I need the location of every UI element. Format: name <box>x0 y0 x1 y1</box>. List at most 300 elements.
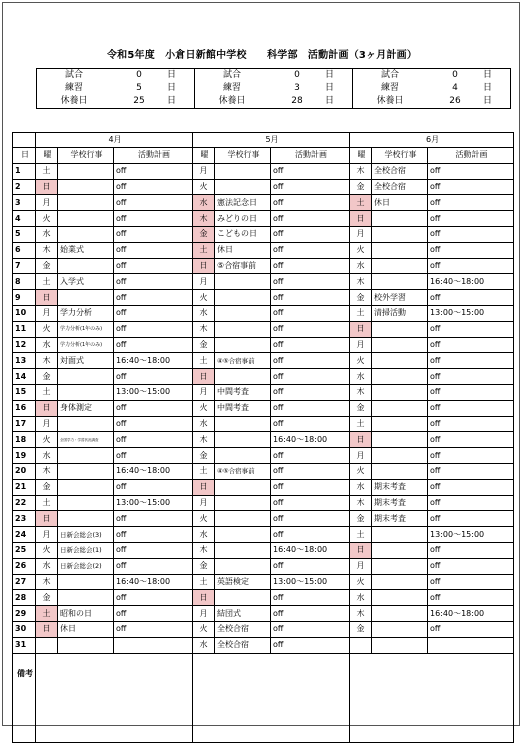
weekday-cell: 日 <box>350 432 372 448</box>
weekday-cell: 土 <box>193 242 215 258</box>
weekday-cell: 月 <box>36 305 58 321</box>
activity-cell: off <box>428 558 514 574</box>
activity-cell: off <box>271 179 350 195</box>
summary-value: 0 <box>294 70 300 80</box>
activity-cell: off <box>428 226 514 242</box>
weekday-cell: 水 <box>350 590 372 606</box>
remarks-row <box>13 653 514 742</box>
summary-unit: 日 <box>483 96 493 106</box>
weekday-cell: 木 <box>36 574 58 590</box>
weekday-cell: 火 <box>193 621 215 637</box>
weekday-cell: 月 <box>193 384 215 400</box>
activity-cell: 13:00～15:00 <box>114 495 193 511</box>
day-number: 29 <box>13 606 36 622</box>
school-event-cell: 学力分析 <box>58 305 114 321</box>
school-event-cell: 結団式 <box>215 606 271 622</box>
activity-cell: 16:40～18:00 <box>428 606 514 622</box>
day-number: 17 <box>13 416 36 432</box>
weekday-header: 曜 <box>36 148 58 164</box>
activity-cell: off <box>428 416 514 432</box>
activity-cell: off <box>428 542 514 558</box>
school-event-cell <box>58 226 114 242</box>
weekday-cell: 土 <box>193 353 215 369</box>
school-event-cell <box>58 258 114 274</box>
day-number: 11 <box>13 321 36 337</box>
activity-cell: off <box>271 337 350 353</box>
school-event-cell <box>215 274 271 290</box>
day-number: 18 <box>13 432 36 448</box>
summary-value: 26 <box>449 96 461 106</box>
weekday-cell: 土 <box>36 495 58 511</box>
school-event-header: 学校行事 <box>215 148 271 164</box>
weekday-header: 曜 <box>193 148 215 164</box>
activity-cell: 16:40～18:00 <box>428 274 514 290</box>
school-event-header: 学校行事 <box>58 148 114 164</box>
weekday-cell: 月 <box>350 448 372 464</box>
activity-cell: off <box>114 558 193 574</box>
table-row <box>13 621 514 637</box>
activity-cell: off <box>428 290 514 306</box>
activity-cell: off <box>114 258 193 274</box>
weekday-cell: 土 <box>350 195 372 211</box>
school-event-cell <box>215 432 271 448</box>
school-event-cell <box>215 416 271 432</box>
school-event-header: 学校行事 <box>372 148 428 164</box>
weekday-cell: 木 <box>36 353 58 369</box>
day-number: 25 <box>13 542 36 558</box>
school-event-cell: 始業式 <box>58 242 114 258</box>
summary-june <box>353 69 511 109</box>
school-event-cell <box>58 511 114 527</box>
weekday-cell: 土 <box>36 606 58 622</box>
weekday-cell: 木 <box>36 242 58 258</box>
day-number: 4 <box>13 211 36 227</box>
school-event-cell <box>372 463 428 479</box>
weekday-cell: 月 <box>350 558 372 574</box>
weekday-cell: 水 <box>193 195 215 211</box>
activity-cell: off <box>428 211 514 227</box>
weekday-cell: 月 <box>36 416 58 432</box>
activity-cell: off <box>428 511 514 527</box>
summary-label: 練習 <box>380 83 399 93</box>
month-header-april: 4月 <box>36 133 193 148</box>
activity-cell: off <box>428 495 514 511</box>
weekday-cell: 金 <box>36 590 58 606</box>
activity-cell: off <box>114 542 193 558</box>
activity-cell: off <box>271 195 350 211</box>
activity-cell <box>114 637 193 653</box>
weekday-cell: 木 <box>350 163 372 179</box>
school-event-cell: 日新会総会(2) <box>58 558 114 574</box>
activity-cell: 16:40～18:00 <box>114 463 193 479</box>
school-event-cell <box>215 163 271 179</box>
weekday-cell: 月 <box>350 226 372 242</box>
activity-cell: off <box>271 463 350 479</box>
activity-cell: off <box>114 305 193 321</box>
remarks-cell-may <box>193 653 350 742</box>
weekday-cell: 日 <box>350 211 372 227</box>
remarks-label: 備考 <box>13 653 36 742</box>
day-number: 6 <box>13 242 36 258</box>
weekday-cell: 火 <box>350 463 372 479</box>
day-column-header: 日 <box>13 148 36 164</box>
table-row <box>13 495 514 511</box>
school-event-cell: 校外学習 <box>372 290 428 306</box>
school-event-cell <box>58 211 114 227</box>
weekday-cell: 水 <box>36 337 58 353</box>
weekday-cell: 水 <box>36 558 58 574</box>
school-event-cell <box>58 495 114 511</box>
school-event-cell: みどりの日 <box>215 211 271 227</box>
summary-label: 試合 <box>222 70 241 80</box>
day-number: 27 <box>13 574 36 590</box>
summary-label: 試合 <box>64 70 83 80</box>
table-row <box>13 606 514 622</box>
weekday-cell: 土 <box>36 384 58 400</box>
activity-cell: off <box>114 527 193 543</box>
table-row <box>13 305 514 321</box>
weekday-cell: 土 <box>36 274 58 290</box>
day-number: 22 <box>13 495 36 511</box>
school-event-cell <box>215 179 271 195</box>
school-event-cell <box>58 448 114 464</box>
school-event-cell <box>215 369 271 385</box>
summary-label: 休養日 <box>60 96 88 106</box>
weekday-cell: 木 <box>193 432 215 448</box>
weekday-cell: 木 <box>350 384 372 400</box>
table-row <box>13 211 514 227</box>
school-event-cell: 休日 <box>372 195 428 211</box>
table-row <box>13 590 514 606</box>
activity-cell <box>428 637 514 653</box>
table-row <box>13 558 514 574</box>
summary-value: 25 <box>133 96 145 106</box>
activity-cell: off <box>428 369 514 385</box>
school-event-cell: 期末考査 <box>372 495 428 511</box>
activity-cell: 16:40～18:00 <box>114 353 193 369</box>
activity-header: 活動計画 <box>114 148 193 164</box>
day-number: 3 <box>13 195 36 211</box>
school-event-cell <box>372 416 428 432</box>
school-event-cell: 対面式 <box>58 353 114 369</box>
activity-cell: off <box>114 432 193 448</box>
activity-cell: off <box>114 606 193 622</box>
school-event-cell <box>372 274 428 290</box>
activity-cell: off <box>271 527 350 543</box>
weekday-cell: 水 <box>36 448 58 464</box>
school-event-cell <box>372 527 428 543</box>
weekday-cell: 土 <box>350 527 372 543</box>
summary-value: 4 <box>452 83 458 93</box>
school-event-cell <box>58 163 114 179</box>
weekday-cell: 金 <box>193 337 215 353</box>
activity-cell: off <box>271 495 350 511</box>
table-row <box>13 463 514 479</box>
activity-cell: off <box>271 321 350 337</box>
weekday-cell: 水 <box>193 527 215 543</box>
day-number: 8 <box>13 274 36 290</box>
school-event-cell: 学力分析(1年のみ) <box>58 321 114 337</box>
activity-cell: off <box>114 337 193 353</box>
weekday-cell: 水 <box>350 258 372 274</box>
activity-cell: off <box>428 432 514 448</box>
school-event-cell: 清掃活動 <box>372 305 428 321</box>
activity-cell: off <box>114 242 193 258</box>
table-row <box>13 258 514 274</box>
table-row <box>13 226 514 242</box>
school-event-cell <box>58 574 114 590</box>
summary-may <box>195 69 353 109</box>
summary-unit: 日 <box>167 70 177 80</box>
weekday-cell: 火 <box>193 179 215 195</box>
weekday-cell: 水 <box>193 637 215 653</box>
school-event-cell <box>372 542 428 558</box>
page-title: 令和5年度 小倉日新館中学校 科学部 活動計画（3ヶ月計画） <box>106 50 418 61</box>
school-event-cell: 全校合宿 <box>372 163 428 179</box>
weekday-cell: 金 <box>193 558 215 574</box>
calendar-body <box>13 163 514 742</box>
activity-cell: off <box>114 321 193 337</box>
activity-header: 活動計画 <box>428 148 514 164</box>
weekday-cell: 土 <box>350 416 372 432</box>
table-row <box>13 337 514 353</box>
activity-cell: off <box>114 479 193 495</box>
summary-value: 3 <box>294 83 300 93</box>
summary-label: 休養日 <box>376 96 404 106</box>
summary-april <box>37 69 195 109</box>
school-event-cell <box>372 258 428 274</box>
school-event-cell: 昭和の日 <box>58 606 114 622</box>
summary-label: 練習 <box>64 83 83 93</box>
weekday-cell: 木 <box>350 274 372 290</box>
weekday-cell: 木 <box>193 211 215 227</box>
day-number: 23 <box>13 511 36 527</box>
day-number: 13 <box>13 353 36 369</box>
school-event-cell <box>372 369 428 385</box>
school-event-cell <box>372 590 428 606</box>
table-row <box>13 479 514 495</box>
weekday-cell: 水 <box>350 369 372 385</box>
day-number: 14 <box>13 369 36 385</box>
weekday-cell: 月 <box>193 163 215 179</box>
weekday-cell: 月 <box>36 527 58 543</box>
day-number: 12 <box>13 337 36 353</box>
school-event-cell: 全校合宿 <box>215 621 271 637</box>
activity-cell: off <box>271 305 350 321</box>
remarks-cell-june <box>350 653 514 742</box>
activity-cell: off <box>428 400 514 416</box>
activity-cell: off <box>114 448 193 464</box>
day-number: 31 <box>13 637 36 653</box>
summary-unit: 日 <box>167 83 177 93</box>
day-number: 24 <box>13 527 36 543</box>
weekday-cell: 土 <box>193 574 215 590</box>
table-row <box>13 448 514 464</box>
school-event-cell: こどもの日 <box>215 226 271 242</box>
school-event-cell: ⑤合宿事前 <box>215 258 271 274</box>
school-event-cell <box>372 321 428 337</box>
school-event-cell: 身体測定 <box>58 400 114 416</box>
weekday-cell: 水 <box>36 226 58 242</box>
weekday-cell: 金 <box>350 621 372 637</box>
day-number: 21 <box>13 479 36 495</box>
activity-cell: off <box>271 590 350 606</box>
school-event-cell <box>215 495 271 511</box>
summary-value: 0 <box>136 70 142 80</box>
weekday-cell: 土 <box>193 463 215 479</box>
summary-value: 28 <box>291 96 303 106</box>
activity-cell: off <box>271 353 350 369</box>
day-number: 5 <box>13 226 36 242</box>
activity-cell: off <box>114 211 193 227</box>
school-event-cell <box>215 321 271 337</box>
activity-cell: off <box>114 416 193 432</box>
activity-cell: off <box>114 179 193 195</box>
activity-cell: off <box>428 590 514 606</box>
weekday-cell: 月 <box>350 337 372 353</box>
table-row <box>13 511 514 527</box>
school-event-cell <box>372 606 428 622</box>
weekday-cell: 日 <box>193 258 215 274</box>
school-event-cell <box>372 226 428 242</box>
school-event-cell <box>215 448 271 464</box>
weekday-cell: 月 <box>36 195 58 211</box>
school-event-cell <box>215 542 271 558</box>
activity-cell: off <box>114 400 193 416</box>
weekday-cell: 木 <box>193 321 215 337</box>
day-number: 1 <box>13 163 36 179</box>
weekday-cell: 日 <box>193 479 215 495</box>
activity-cell: off <box>114 274 193 290</box>
weekday-cell: 日 <box>36 290 58 306</box>
weekday-cell: 火 <box>193 290 215 306</box>
school-event-cell <box>58 637 114 653</box>
activity-cell: 13:00～15:00 <box>428 527 514 543</box>
school-event-cell: 中間考査 <box>215 384 271 400</box>
school-event-cell <box>372 621 428 637</box>
day-number: 28 <box>13 590 36 606</box>
table-row <box>13 290 514 306</box>
weekday-cell: 金 <box>193 448 215 464</box>
activity-cell: off <box>428 195 514 211</box>
weekday-cell: 金 <box>350 179 372 195</box>
weekday-cell: 金 <box>36 369 58 385</box>
weekday-cell: 日 <box>36 621 58 637</box>
school-event-cell <box>215 337 271 353</box>
activity-cell: off <box>428 321 514 337</box>
weekday-cell: 火 <box>350 353 372 369</box>
activity-cell: off <box>271 621 350 637</box>
activity-cell: off <box>271 558 350 574</box>
table-row <box>13 416 514 432</box>
activity-cell: off <box>428 448 514 464</box>
activity-cell: off <box>428 258 514 274</box>
school-event-cell: 全国学力・学習状況調査 <box>58 432 114 448</box>
activity-cell: off <box>428 179 514 195</box>
summary-label: 試合 <box>380 70 399 80</box>
weekday-header: 曜 <box>350 148 372 164</box>
summary-unit: 日 <box>325 70 335 80</box>
weekday-cell: 金 <box>36 258 58 274</box>
activity-cell: off <box>114 369 193 385</box>
activity-cell: off <box>428 621 514 637</box>
school-event-cell <box>58 463 114 479</box>
day-number: 2 <box>13 179 36 195</box>
activity-cell: 13:00～15:00 <box>271 574 350 590</box>
weekday-cell: 火 <box>36 432 58 448</box>
school-event-cell: 中間考査 <box>215 400 271 416</box>
activity-cell: off <box>114 195 193 211</box>
activity-cell: off <box>271 163 350 179</box>
activity-cell: off <box>114 621 193 637</box>
school-event-cell <box>215 305 271 321</box>
calendar-table <box>12 132 514 743</box>
day-number: 15 <box>13 384 36 400</box>
school-event-cell <box>58 195 114 211</box>
school-event-cell: 期末考査 <box>372 479 428 495</box>
table-row <box>13 637 514 653</box>
school-event-cell <box>215 290 271 306</box>
activity-cell: off <box>114 290 193 306</box>
activity-cell: 16:40～18:00 <box>271 432 350 448</box>
activity-cell: off <box>271 290 350 306</box>
table-row <box>13 384 514 400</box>
activity-cell: off <box>271 448 350 464</box>
day-number: 26 <box>13 558 36 574</box>
activity-cell: off <box>428 463 514 479</box>
school-event-cell <box>372 432 428 448</box>
activity-cell: off <box>271 274 350 290</box>
summary-unit: 日 <box>325 83 335 93</box>
weekday-cell: 火 <box>36 542 58 558</box>
school-event-cell <box>372 574 428 590</box>
weekday-cell: 土 <box>36 163 58 179</box>
weekday-cell: 火 <box>193 511 215 527</box>
school-event-cell: ④⑤合宿事前 <box>215 353 271 369</box>
activity-cell: off <box>114 511 193 527</box>
activity-cell: off <box>114 226 193 242</box>
summary-label: 練習 <box>222 83 241 93</box>
remarks-cell-april <box>36 653 193 742</box>
activity-cell: off <box>271 511 350 527</box>
school-event-cell: 休日 <box>58 621 114 637</box>
weekday-cell: 火 <box>36 321 58 337</box>
table-row <box>13 179 514 195</box>
weekday-cell: 日 <box>350 542 372 558</box>
school-event-cell: 憲法記念日 <box>215 195 271 211</box>
activity-cell: off <box>428 242 514 258</box>
weekday-cell: 金 <box>350 511 372 527</box>
weekday-cell: 火 <box>36 211 58 227</box>
activity-cell: off <box>271 242 350 258</box>
school-event-cell: 日新会総会(1) <box>58 542 114 558</box>
school-event-cell <box>215 479 271 495</box>
month-header-may: 5月 <box>193 133 350 148</box>
summary-unit: 日 <box>483 83 493 93</box>
activity-cell: off <box>428 479 514 495</box>
day-number: 19 <box>13 448 36 464</box>
day-number: 30 <box>13 621 36 637</box>
table-row <box>13 527 514 543</box>
weekday-cell: 火 <box>193 400 215 416</box>
school-event-cell: 期末考査 <box>372 511 428 527</box>
activity-cell: off <box>271 416 350 432</box>
weekday-cell: 金 <box>193 226 215 242</box>
weekday-cell: 金 <box>350 400 372 416</box>
activity-cell: off <box>271 384 350 400</box>
activity-cell: off <box>271 606 350 622</box>
school-event-cell <box>215 558 271 574</box>
